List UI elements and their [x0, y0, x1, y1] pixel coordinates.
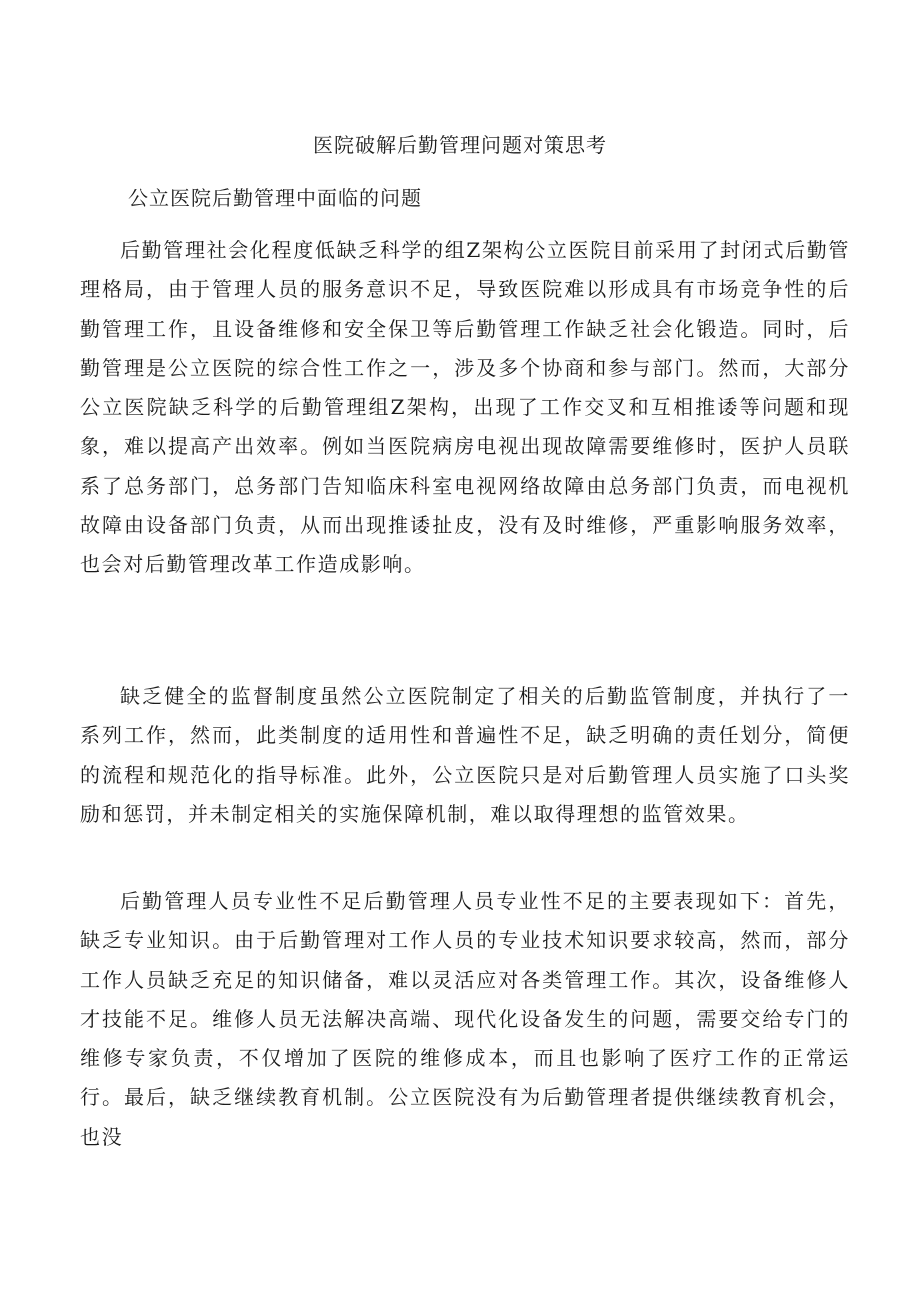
paragraph-1: 后勤管理社会化程度低缺乏科学的组Z架构公立医院目前采用了封闭式后勤管理格局，由于管理人员的服务意识不足，导致医院难以形成具有市场竞争性的后勤管理工作，且设备维修和安全保卫等后勤管理工作缺乏社会化锻造。同时，后勤管理是公立医院的综合性工作之一，涉及多个协商和参与部门。然而，大部分公立医院缺乏科学的后勤管理组Z架构，出现了工作交叉和互相推诿等问题和现象，难以提高产出效率。例如当医院病房电视出现故障需要维修时，医护人员联系了总务部门，总务部门告知临床科室电视网络故障由总务部门负责，而电视机故障由设备部门负责，从而出现推诿扯皮，没有及时维修，严重影响服务效率，也会对后勤管理改革工作造成影响。 [80, 238, 850, 577]
paragraph-3: 后勤管理人员专业性不足后勤管理人员专业性不足的主要表现如下：首先，缺乏专业知识。由于后勤管理对工作人员的专业技术知识要求较高，然而，部分工作人员缺乏充足的知识储备，难以灵活应对各类管理工作。其次，设备维修人才技能不足。维修人员无法解决高端、现代化设备发生的问题，需要交给专门的维修专家负责，不仅增加了医院的维修成本，而且也影响了医疗工作的正常运行。最后，缺乏继续教育机制。公立医院没有为后勤管理者提供继续教育机会，也没 [80, 889, 850, 1149]
section-heading: 公立医院后勤管理中面临的问题 [128, 186, 422, 210]
document-title: 医院破解后勤管理问题对策思考 [313, 133, 607, 157]
paragraph-2: 缺乏健全的监督制度虽然公立医院制定了相关的后勤监管制度，并执行了一系列工作，然而，此类制度的适用性和普遍性不足，缺乏明确的责任划分，简便的流程和规范化的指导标准。此外，公立医院只是对后勤管理人员实施了口头奖励和惩罚，并未制定相关的实施保障机制，难以取得理想的监管效果。 [80, 684, 850, 826]
